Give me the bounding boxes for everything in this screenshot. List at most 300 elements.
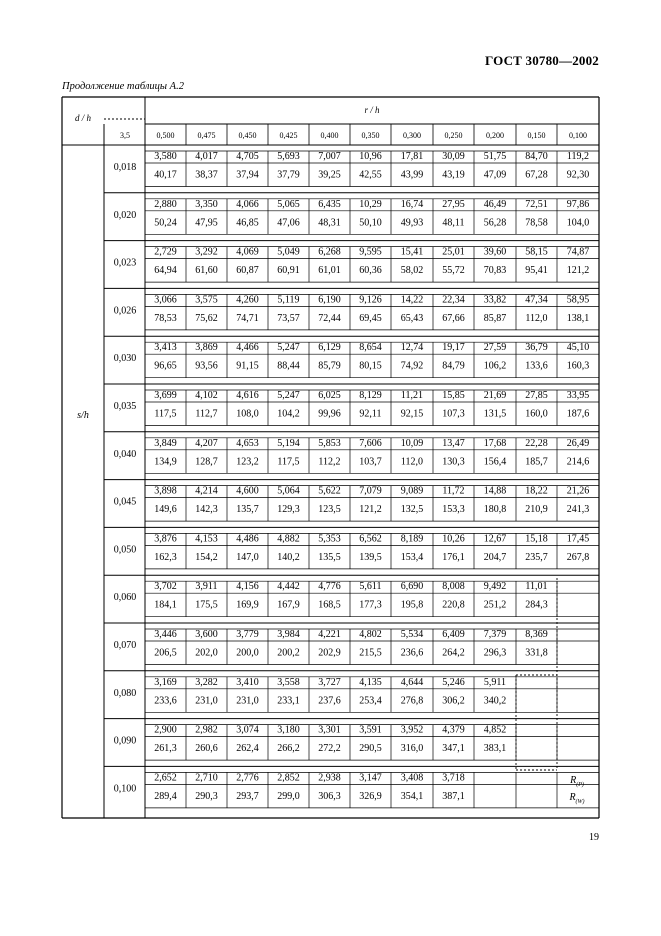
table-cell: 112,7 — [195, 408, 218, 420]
table-cell: 47,06 — [277, 217, 300, 229]
table-cell: 354,1 — [400, 790, 424, 802]
table-cell: 6,562 — [359, 533, 382, 545]
table-cell: 119,2 — [566, 151, 590, 162]
table-cell: 56,28 — [483, 217, 507, 229]
table-cell: 13,47 — [442, 437, 465, 449]
table-cell: 36,79 — [525, 342, 548, 354]
table-cell: 3,580 — [154, 151, 177, 162]
table-cell: 184,1 — [154, 599, 177, 611]
table-cell: 91,15 — [236, 360, 259, 372]
table-cell: 55,72 — [442, 265, 465, 277]
table-cell: 112,0 — [525, 312, 548, 324]
table-cell: 10,26 — [442, 533, 465, 545]
table-cell: 135,7 — [236, 504, 259, 516]
table-cell: 331,8 — [525, 647, 548, 659]
table-cell: 117,5 — [277, 456, 300, 468]
table-cell: 3,446 — [154, 629, 177, 640]
table-cell: 3,699 — [154, 390, 177, 401]
table-cell: 78,58 — [525, 217, 548, 229]
table-cell: 92,15 — [400, 408, 424, 420]
table-cell: 17,68 — [483, 437, 507, 449]
table-cell: 9,492 — [483, 581, 507, 593]
table-cell: 2,900 — [154, 724, 177, 736]
table-cell: 5,853 — [318, 437, 341, 449]
table-cell: 264,2 — [442, 647, 465, 659]
column-header: 0,250 — [444, 131, 463, 140]
table-cell: 3,869 — [195, 342, 218, 354]
table-cell: 2,880 — [154, 198, 177, 210]
table-cell: 3,591 — [359, 724, 382, 736]
table-cell: 235,7 — [525, 551, 548, 563]
table-cell: 60,36 — [359, 265, 382, 277]
dh-value: 0,100 — [113, 783, 137, 795]
table-cell: 185,7 — [525, 456, 548, 468]
table-cell: 168,5 — [318, 599, 341, 611]
table-cell: 47,95 — [195, 217, 218, 229]
table-cell: 14,22 — [400, 294, 424, 306]
table-cell: 296,3 — [483, 647, 507, 659]
corner-label: d / h — [74, 113, 92, 123]
table-cell: 8,654 — [359, 342, 382, 354]
table-cell: 5,194 — [277, 437, 300, 449]
table-cell: 60,87 — [236, 265, 259, 277]
table-cell: 6,268 — [318, 246, 341, 258]
table-cell: 3,180 — [277, 724, 300, 736]
table-cell: 50,10 — [359, 217, 382, 229]
table-cell: 231,0 — [236, 695, 259, 707]
table-cell: 85,79 — [318, 360, 341, 372]
dh-value: 0,060 — [113, 592, 137, 604]
table-cell: 4,221 — [318, 629, 341, 640]
table-cell: 4,882 — [277, 533, 300, 545]
table-cell: 195,8 — [400, 599, 424, 611]
table-cell: 67,66 — [442, 312, 465, 324]
table-cell: 176,1 — [442, 551, 465, 563]
table-cell: 3,849 — [154, 437, 177, 449]
dh-value: 0,045 — [113, 496, 137, 508]
table-cell: 175,5 — [195, 599, 218, 611]
table-cell: 4,616 — [236, 390, 259, 401]
table-cell: 133,6 — [525, 360, 548, 372]
table-cell: 58,15 — [525, 246, 548, 258]
table-cell: 3,575 — [195, 294, 218, 306]
table-cell: 27,85 — [525, 390, 548, 401]
table-cell: 4,156 — [236, 581, 259, 593]
table-cell: 284,3 — [525, 599, 548, 611]
table-cell: 210,9 — [525, 504, 548, 516]
dh-value: 0,020 — [113, 209, 137, 221]
table-cell: 130,3 — [442, 456, 465, 468]
table-cell: 214,6 — [566, 456, 590, 468]
table-cell: 272,2 — [318, 743, 341, 755]
legend-rw: $R_{(W)}$ — [569, 792, 585, 805]
table-cell: 3,301 — [318, 724, 341, 736]
table-cell: 4,207 — [195, 437, 218, 449]
table-cell: 73,57 — [277, 312, 300, 324]
column-header: 0,500 — [156, 131, 175, 140]
table-cell: 7,379 — [483, 629, 507, 640]
table-cell: 326,9 — [359, 790, 382, 802]
table-cell: 5,049 — [277, 246, 300, 258]
legend-rp: $R_{(P)}$ — [570, 775, 584, 788]
table-cell: 233,1 — [277, 695, 300, 707]
table-cell: 5,622 — [318, 485, 341, 497]
table-cell: 2,938 — [318, 772, 341, 784]
table-cell: 4,600 — [236, 485, 259, 497]
table-cell: 131,5 — [483, 408, 507, 420]
table-cell: 290,3 — [195, 790, 218, 802]
table-cell: 6,025 — [318, 390, 341, 401]
table-cell: 5,064 — [277, 485, 300, 497]
dh-value: 0,023 — [113, 257, 137, 269]
table-cell: 3,074 — [236, 724, 259, 736]
table-cell: 4,379 — [442, 724, 465, 736]
table-cell: 38,37 — [195, 169, 218, 181]
table-cell: 4,705 — [236, 151, 259, 162]
table-cell: 233,6 — [154, 695, 177, 707]
table-cell: 45,10 — [566, 342, 590, 354]
table-cell: 8,189 — [400, 533, 424, 545]
table-cell: 121,2 — [359, 504, 382, 516]
table-cell: 11,01 — [525, 581, 548, 593]
table-cell: 387,1 — [442, 790, 465, 802]
table-cell: 2,852 — [277, 772, 300, 784]
table-cell: 4,486 — [236, 533, 259, 545]
legend-rw-sub: (W) — [575, 799, 585, 805]
table-cell: 5,246 — [442, 676, 465, 688]
table-cell: 5,693 — [277, 151, 300, 162]
table-cell: 5,119 — [277, 294, 300, 306]
table-cell: 3,702 — [154, 581, 177, 593]
table-cell: 177,3 — [359, 599, 382, 611]
table-cell: 3,408 — [400, 772, 424, 784]
table-cell: 5,065 — [277, 198, 300, 210]
table-cell: 5,911 — [483, 676, 507, 688]
table-cell: 3,898 — [154, 485, 177, 497]
table-cell: 30,09 — [442, 151, 465, 162]
table-cell: 33,95 — [566, 390, 590, 401]
table-cell: 4,066 — [236, 198, 259, 210]
table-cell: 21,69 — [483, 390, 507, 401]
table-cell: 84,79 — [442, 360, 465, 372]
table-cell: 3,600 — [195, 629, 218, 640]
table-cell: 3,066 — [154, 294, 177, 306]
table-cell: 340,2 — [483, 695, 507, 707]
table-cell: 3,876 — [154, 533, 177, 545]
table-cell: 92,30 — [566, 169, 590, 181]
table-cell: 16,74 — [400, 198, 424, 210]
table-cell: 27,95 — [442, 198, 465, 210]
table-cell: 49,93 — [400, 217, 424, 229]
table-cell: 237,6 — [318, 695, 341, 707]
table-cell: 4,852 — [483, 724, 507, 736]
table-cell: 15,85 — [442, 390, 465, 401]
table-cell: 4,442 — [277, 581, 300, 593]
table-cell: 5,353 — [318, 533, 341, 545]
table-cell: 135,5 — [318, 551, 341, 563]
table-cell: 42,55 — [359, 169, 382, 181]
column-header: 0,475 — [197, 131, 216, 140]
table-cell: 3,282 — [195, 676, 218, 688]
table-cell: 3,779 — [236, 629, 259, 640]
table-cell: 97,86 — [566, 198, 590, 210]
column-header: 0,425 — [279, 131, 298, 140]
table-cell: 117,5 — [154, 408, 177, 420]
table-cell: 93,56 — [195, 360, 218, 372]
table-cell: 262,4 — [236, 743, 259, 755]
table-cell: 139,5 — [359, 551, 382, 563]
table-cell: 3,952 — [400, 724, 424, 736]
table-cell: 4,260 — [236, 294, 259, 306]
table-cell: 5,247 — [277, 342, 300, 354]
table-cell: 5,534 — [400, 629, 424, 640]
table-cell: 43,99 — [400, 169, 424, 181]
table-cell: 50,24 — [154, 217, 177, 229]
table-cell: 202,9 — [318, 647, 341, 659]
table-cell: 106,2 — [483, 360, 507, 372]
dh-value: 0,030 — [113, 353, 137, 365]
table-cell: 290,5 — [359, 743, 382, 755]
table-cell: 2,776 — [236, 772, 259, 784]
table-cell: 7,007 — [318, 151, 341, 162]
table-cell: 8,008 — [442, 581, 465, 593]
dh-value: 0,080 — [113, 687, 137, 699]
side-label: s/h — [77, 410, 89, 421]
table-cell: 3,727 — [318, 676, 341, 688]
column-header: 0,350 — [361, 131, 380, 140]
table-cell: 251,2 — [483, 599, 507, 611]
table-cell: 3,169 — [154, 676, 177, 688]
table-cell: 299,0 — [277, 790, 300, 802]
table-cell: 138,1 — [566, 312, 590, 324]
table-cell: 72,44 — [318, 312, 341, 324]
column-header: 0,200 — [486, 131, 504, 140]
table-cell: 65,43 — [400, 312, 424, 324]
table-cell: 206,5 — [154, 647, 177, 659]
dh-value: 0,026 — [113, 305, 137, 317]
table-cell: 4,069 — [236, 246, 259, 258]
table-cell: 69,45 — [359, 312, 382, 324]
table-cell: 5,611 — [359, 581, 382, 593]
table-cell: 3,410 — [236, 676, 259, 688]
table-cell: 3,413 — [154, 342, 177, 354]
table-cell: 180,8 — [483, 504, 507, 516]
table-cell: 104,0 — [566, 217, 590, 229]
table-cell: 9,089 — [400, 485, 424, 497]
table-cell: 21,26 — [566, 485, 590, 497]
table-cell: 6,690 — [400, 581, 424, 593]
table-cell: 10,09 — [400, 437, 424, 449]
table-cell: 18,22 — [525, 485, 548, 497]
table-cell: 6,129 — [318, 342, 341, 354]
table-cell: 12,67 — [483, 533, 507, 545]
column-header: 0,150 — [527, 131, 546, 140]
table-cell: 104,2 — [277, 408, 300, 420]
rh-label: r / h — [364, 105, 380, 115]
table-cell: 85,87 — [483, 312, 507, 324]
table-cell: 236,6 — [400, 647, 424, 659]
table-cell: 5,247 — [277, 390, 300, 401]
table-cell: 4,653 — [236, 437, 259, 449]
table-cell: 147,0 — [236, 551, 259, 563]
table-cell: 6,435 — [318, 198, 341, 210]
table-cell: 121,2 — [566, 265, 590, 277]
table-cell: 134,9 — [154, 456, 177, 468]
table-cell: 4,017 — [195, 151, 218, 162]
table-cell: 74,92 — [400, 360, 424, 372]
table-cell: 383,1 — [483, 743, 507, 755]
table-cell: 9,126 — [359, 294, 382, 306]
table-cell: 95,41 — [525, 265, 548, 277]
table-cell: 306,3 — [318, 790, 341, 802]
dh-value: 0,040 — [113, 448, 137, 460]
table-cell: 260,6 — [195, 743, 218, 755]
table-cell: 293,7 — [236, 790, 259, 802]
table-cell: 11,72 — [442, 485, 465, 497]
table-cell: 14,88 — [483, 485, 507, 497]
column-header: 0,450 — [238, 131, 257, 140]
table-cell: 51,75 — [483, 151, 507, 162]
legend-rp-sub: (P) — [576, 782, 584, 788]
table-cell: 103,7 — [359, 456, 382, 468]
table-cell: 2,652 — [154, 772, 177, 784]
table-cell: 6,409 — [442, 629, 465, 640]
table-cell: 167,9 — [277, 599, 300, 611]
table-cell: 48,11 — [442, 217, 465, 229]
dh-value: 0,035 — [113, 401, 137, 412]
table-cell: 96,65 — [154, 360, 177, 372]
table-continuation-caption: Продолжение таблицы А.2 — [62, 81, 184, 92]
table-cell: 4,102 — [195, 390, 218, 401]
table-cell: 3,558 — [277, 676, 300, 688]
table-cell: 153,3 — [442, 504, 465, 516]
table-cell: 7,079 — [359, 485, 382, 497]
table-cell: 8,369 — [525, 629, 548, 640]
table-cell: 4,466 — [236, 342, 259, 354]
dh-value: 0,018 — [113, 162, 137, 173]
table-cell: 3,292 — [195, 246, 218, 258]
page-number: 19 — [589, 832, 599, 843]
table-cell: 10,29 — [359, 198, 382, 210]
table-cell: 3,718 — [442, 772, 465, 784]
table-cell: 162,3 — [154, 551, 177, 563]
table-cell: 22,28 — [525, 437, 548, 449]
table-cell: 142,3 — [195, 504, 218, 516]
table-cell: 48,31 — [318, 217, 341, 229]
table-cell: 202,0 — [195, 647, 218, 659]
table-cell: 3,911 — [195, 581, 218, 593]
table-cell: 153,4 — [400, 551, 424, 563]
table-cell: 12,74 — [400, 342, 424, 354]
table-cell: 129,3 — [277, 504, 300, 516]
table-cell: 140,2 — [277, 551, 300, 563]
table-cell: 200,2 — [277, 647, 300, 659]
table-cell: 267,8 — [566, 551, 590, 563]
table-cell: 75,62 — [195, 312, 218, 324]
table-cell: 58,95 — [566, 294, 590, 306]
table-cell: 19,17 — [442, 342, 465, 354]
table-cell: 88,44 — [277, 360, 300, 372]
table-cell: 61,60 — [195, 265, 218, 277]
table-cell: 123,2 — [236, 456, 259, 468]
table-cell: 4,802 — [359, 629, 382, 640]
extra-column-label: 3,5 — [120, 131, 130, 140]
table-cell: 46,49 — [483, 198, 507, 210]
table-cell: 80,15 — [359, 360, 382, 372]
table-cell: 11,21 — [400, 390, 424, 401]
table-cell: 128,7 — [195, 456, 218, 468]
table-cell: 70,83 — [483, 265, 507, 277]
table-cell: 15,41 — [400, 246, 424, 258]
table-cell: 261,3 — [154, 743, 177, 755]
table-cell: 26,49 — [566, 437, 590, 449]
table-cell: 39,25 — [318, 169, 341, 181]
table-cell: 220,8 — [442, 599, 465, 611]
table-cell: 123,5 — [318, 504, 341, 516]
table-cell: 72,51 — [525, 198, 548, 210]
table-cell: 306,2 — [442, 695, 465, 707]
table-cell: 3,984 — [277, 629, 300, 640]
table-cell: 169,9 — [236, 599, 259, 611]
table-cell: 4,153 — [195, 533, 218, 545]
table-cell: 266,2 — [277, 743, 300, 755]
table-cell: 276,8 — [400, 695, 424, 707]
table-cell: 15,18 — [525, 533, 548, 545]
table-cell: 25,01 — [442, 246, 465, 258]
table-cell: 17,45 — [566, 533, 590, 545]
table-cell: 10,96 — [359, 151, 382, 162]
table-cell: 43,19 — [442, 169, 465, 181]
table-cell: 3,147 — [359, 772, 382, 784]
table-cell: 231,0 — [195, 695, 218, 707]
table-cell: 60,91 — [277, 265, 300, 277]
table-cell: 39,60 — [483, 246, 507, 258]
table-cell: 160,0 — [525, 408, 548, 420]
table-cell: 3,350 — [195, 198, 218, 210]
table-cell: 347,1 — [442, 743, 465, 755]
table-cell: 9,595 — [359, 246, 382, 258]
table-cell: 37,94 — [236, 169, 259, 181]
table-cell: 4,135 — [359, 676, 382, 688]
column-header: 0,300 — [403, 131, 421, 140]
table-cell: 46,85 — [236, 217, 259, 229]
table-cell: 67,28 — [525, 169, 548, 181]
table-cell: 112,2 — [318, 456, 341, 468]
table-cell: 187,6 — [566, 408, 590, 420]
table-cell: 74,71 — [236, 312, 259, 324]
column-header: 0,400 — [320, 131, 339, 140]
table-cell: 78,53 — [154, 312, 177, 324]
table-cell: 289,4 — [154, 790, 177, 802]
table-cell: 132,5 — [400, 504, 424, 516]
table-cell: 4,644 — [400, 676, 424, 688]
table-cell: 154,2 — [195, 551, 218, 563]
table-cell: 4,214 — [195, 485, 218, 497]
table-cell: 200,0 — [236, 647, 259, 659]
table-cell: 99,96 — [318, 408, 341, 420]
table-cell: 22,34 — [442, 294, 465, 306]
table-cell: 47,09 — [483, 169, 507, 181]
table-cell: 40,17 — [154, 169, 177, 181]
table-cell: 160,3 — [566, 360, 590, 372]
table-cell: 33,82 — [483, 294, 507, 306]
dh-value: 0,050 — [113, 544, 137, 556]
table-cell: 2,982 — [195, 724, 218, 736]
table-cell: 84,70 — [525, 151, 548, 162]
table-cell: 92,11 — [359, 408, 382, 420]
table-cell: 2,729 — [154, 246, 177, 258]
table-cell: 316,0 — [400, 743, 424, 755]
